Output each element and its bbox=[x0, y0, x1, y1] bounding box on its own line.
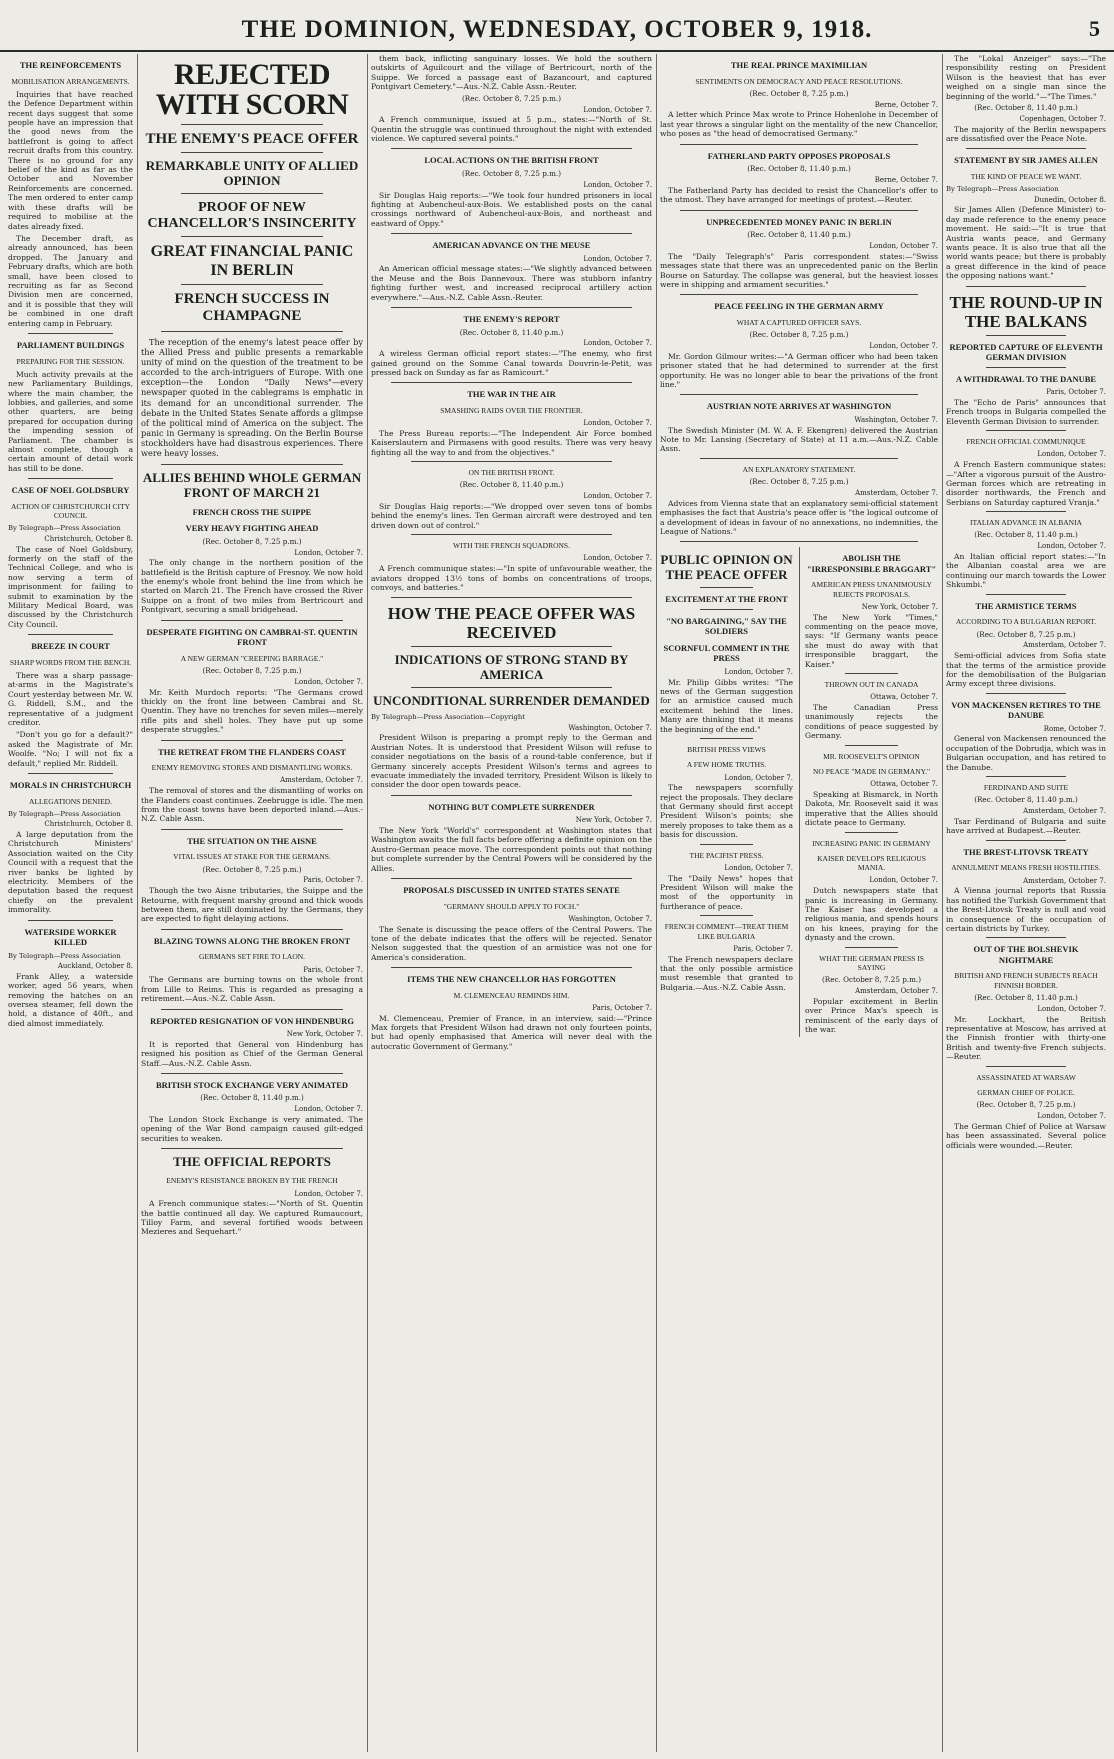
column-4 bbox=[660, 54, 938, 1752]
received-date: (Rec. October 8, 11.40 p.m.) bbox=[974, 992, 1078, 1002]
received-date: (Rec. October 8, 7.25 p.m.) bbox=[976, 629, 1076, 639]
article-paragraph: The December draft, as already announced, has been dropped. The January and February drafts, which are both small, have been closed to recruiting as far as Second Division men are concerned, and it is possible that they will be combined in one draft entering camp in February. bbox=[8, 233, 133, 328]
subhead-mobilisation: MOBILISATION ARRANGEMENTS. bbox=[11, 76, 130, 86]
dateline: London, October 7. bbox=[1037, 1004, 1106, 1013]
subcolumn-left bbox=[660, 547, 793, 1037]
received-date: (Rec. October 8, 7.25 p.m.) bbox=[976, 1100, 1076, 1110]
column-5 bbox=[946, 54, 1106, 1752]
headline-canada: THROWN OUT IN CANADA bbox=[824, 680, 919, 690]
headline-armistice-terms: THE ARMISTICE TERMS bbox=[975, 600, 1077, 611]
headline-brest-litovsk: THE BREST-LITOVSK TREATY bbox=[963, 846, 1089, 857]
article-paragraph: It is reported that General von Hindenburg has resigned his position as Chief of the German General Staff.—Aus.-N.Z. Cable Assn. bbox=[141, 1039, 363, 1068]
article-paragraph: The only change in the northern position of the battlefield is the British capture of Fresnoy. We now hold the enemy's whole front behind the line from which he started on March 21. The French have crossed the River Suippe on a front of two miles from Bertricourt and Pontgivart, securing a small bridgehead. bbox=[141, 558, 363, 615]
dateline: London, October 7. bbox=[1037, 1112, 1106, 1121]
subhead-french-squadrons: WITH THE FRENCH SQUADRONS. bbox=[453, 541, 570, 551]
headline-ferdinand: FERDINAND AND SUITE bbox=[983, 783, 1069, 793]
dateline: Christchurch, October 8. bbox=[44, 820, 133, 829]
article-paragraph: Mr. Gordon Gilmour writes:—"A German officer who had been taken prisoner stated that he had determined to surrender at the first opportunity. He was no longer able to bear the privations of the front line." bbox=[660, 351, 938, 389]
dateline: New York, October 7. bbox=[575, 816, 652, 825]
article-paragraph: The "Echo de Paris" announces that French troops in Bulgaria compelled the Eleventh German Division to surrender. bbox=[946, 397, 1106, 426]
dateline: London, October 7. bbox=[869, 242, 938, 251]
article-rule bbox=[391, 148, 632, 149]
received-date: (Rec. October 8, 7.25 p.m.) bbox=[462, 168, 561, 178]
article-paragraph: The majority of the Berlin newspapers are dissatisfied over the Peace Note. bbox=[946, 124, 1106, 144]
article-rule bbox=[966, 286, 1086, 287]
dateline: Amsterdam, October 7. bbox=[1023, 641, 1106, 650]
article-paragraph: The Press Bureau reports:—"The Independent Air Force bombed Kaiserslautern and Pirmasens with good results. There was very heavy fighting all the way to and from the objectives." bbox=[371, 428, 652, 457]
received-date: (Rec. October 8, 7.25 p.m.) bbox=[202, 536, 302, 546]
dateline: Berne, October 7. bbox=[874, 100, 938, 109]
article-rule bbox=[700, 844, 753, 845]
dateline: London, October 7. bbox=[583, 254, 652, 263]
article-paragraph: The London Stock Exchange is very animated. The opening of the War Bond campaign caused gilt-edged securities to weaken. bbox=[141, 1115, 363, 1143]
article-rule bbox=[986, 693, 1066, 694]
article-rule bbox=[391, 795, 632, 796]
received-date: (Rec. October 8, 7.25 p.m.) bbox=[749, 477, 849, 487]
article-paragraph: The New York "World's" correspondent at Washington states that Washington awaits the full facts before offering a definite opinion on the Austro-German peace move. The correspondent points out that nothing but complete surrender by the Central Powers will be considered by the Allies. bbox=[371, 825, 652, 873]
headline-rule bbox=[700, 587, 753, 588]
subhead-captured-officer: WHAT A CAPTURED OFFICER SAYS. bbox=[736, 317, 862, 327]
article-rule bbox=[986, 1066, 1066, 1067]
article-paragraph: The German Chief of Police at Warsaw has been assassinated. Several police officials were wounded.—Reuter. bbox=[946, 1121, 1106, 1150]
subhead-suippe: FRENCH CROSS THE SUIPPE bbox=[192, 506, 312, 517]
article-paragraph: Mr. Philip Gibbs writes: "The news of the German suggestion for an armistice caused much excitement behind the lines. Many are thinking that it means the beginning of the end." bbox=[660, 677, 793, 734]
article-paragraph: A letter which Prince Max wrote to Prince Hohenlohe in December of last year throws a singular light on the mentality of the new Chancellor, who poses as "the head of democratised Germany." bbox=[660, 110, 938, 139]
dateline: London, October 7. bbox=[869, 876, 938, 885]
subhead-democracy: SENTIMENTS ON DEMOCRACY AND PEACE RESOLUTIONS. bbox=[695, 76, 903, 86]
received-date: (Rec. October 8, 7.25 p.m.) bbox=[462, 93, 561, 103]
article-rule bbox=[986, 840, 1066, 841]
article-rule bbox=[986, 776, 1066, 777]
headline-peace-feeling: PEACE FEELING IN THE GERMAN ARMY bbox=[714, 301, 884, 312]
article-paragraph: "Don't you go for a default?" asked the Magistrate of Mr. Woolfe. "No; I will not fix a default," replied Mr. Riddell. bbox=[8, 730, 133, 768]
headline-french-official: FRENCH OFFICIAL COMMUNIQUE bbox=[966, 437, 1086, 447]
subhead-kind-of-peace: THE KIND OF PEACE WE WANT. bbox=[970, 171, 1082, 181]
dateline: Amsterdam, October 7. bbox=[1023, 876, 1106, 885]
article-rule bbox=[986, 937, 1066, 938]
received-date: (Rec. October 8, 7.25 p.m.) bbox=[822, 975, 921, 985]
dateline: Washington, October 7. bbox=[854, 415, 938, 424]
subhead-american-press: AMERICAN PRESS UNANIMOUSLY REJECTS PROPOSALS. bbox=[811, 580, 932, 599]
article-rule bbox=[845, 745, 898, 746]
article-rule bbox=[680, 210, 918, 211]
headline-money-panic: UNPRECEDENTED MONEY PANIC IN BERLIN bbox=[706, 216, 892, 227]
headline-increasing-panic: INCREASING PANIC IN GERMANY bbox=[812, 838, 931, 848]
dateline: Paris, October 7. bbox=[592, 1003, 652, 1012]
headline-peace-offer: THE ENEMY'S PEACE OFFER bbox=[145, 131, 359, 147]
article-paragraph: The Senate is discussing the peace offers of the Central Powers. The tone of the debate indicates that the offers will be rejected. Senator Nelson suggested that the question of an armistice was not one for America's consideration. bbox=[371, 924, 652, 962]
dateline: Amsterdam, October 7. bbox=[855, 489, 938, 498]
headline-retreat: THE RETREAT FROM THE FLANDERS COAST bbox=[158, 746, 346, 757]
headline-parliament: PARLIAMENT BUILDINGS bbox=[16, 339, 125, 350]
subhead-stores: ENEMY REMOVING STORES AND DISMANTLING WORKS. bbox=[151, 763, 353, 773]
article-rule bbox=[680, 394, 918, 395]
subhead-bench: SHARP WORDS FROM THE BENCH. bbox=[9, 657, 132, 667]
dateline: Paris, October 7. bbox=[1046, 388, 1106, 397]
dateline: London, October 7. bbox=[294, 677, 363, 686]
column-3 bbox=[371, 54, 652, 1752]
article-rule bbox=[391, 878, 632, 879]
column-rule bbox=[656, 54, 657, 1752]
dateline: New York, October 7. bbox=[286, 1030, 363, 1039]
subcolumn-right bbox=[799, 547, 938, 1037]
main-headline: REJECTED WITH SCORN bbox=[155, 58, 349, 121]
headline-unity: REMARKABLE UNITY OF ALLIED OPINION bbox=[145, 158, 359, 189]
dateline: Dunedin, October 8. bbox=[1033, 195, 1106, 204]
column-2 bbox=[141, 54, 363, 1752]
headline-insincerity: PROOF OF NEW CHANCELLOR'S INSINCERITY bbox=[147, 200, 357, 232]
subhead-chief-of-police: GERMAN CHIEF OF POLICE. bbox=[977, 1087, 1075, 1097]
subhead-resistance: ENEMY'S RESISTANCE BROKEN BY THE FRENCH bbox=[166, 1176, 338, 1186]
article-rule bbox=[411, 461, 612, 462]
headline-forgotten: ITEMS THE NEW CHANCELLOR HAS FORGOTTEN bbox=[407, 974, 616, 985]
headline-how-peace-received: HOW THE PEACE OFFER WAS RECEIVED bbox=[387, 604, 636, 643]
article-paragraph: A French Eastern communique states:—"After a vigorous pursuit of the Austro-German forces which are retreating in disorder northwards, the French and Serbians on Saturday captured Vranja." bbox=[946, 460, 1106, 507]
article-paragraph: The case of Noel Goldsbury, formerly on the staff of the Technical College, and who is now serving a term of imprisonment for failing to submit to examination by the Military Medical Board, was discussed by the Christchurch City Council. bbox=[8, 544, 133, 629]
article-paragraph: An American official message states:—"We slightly advanced between the Meuse and the Bois Dannevoux. There was stubborn infantry fighting further west, and increased reciprocal artillery action everywhere."—Aus.-N.Z. Cable Assn.-Reuter. bbox=[371, 264, 652, 302]
headline-enemy-report: THE ENEMY'S REPORT bbox=[463, 314, 560, 325]
dateline: London, October 7. bbox=[583, 419, 652, 428]
headline-rule bbox=[986, 335, 1066, 336]
headline-rule bbox=[181, 124, 323, 125]
headline-allies: ALLIES BEHIND WHOLE GERMAN FRONT OF MARCH 21 bbox=[142, 469, 362, 500]
headline-waterside: WATERSIDE WORKER KILLED bbox=[24, 926, 117, 948]
article-rule bbox=[700, 458, 898, 459]
article-rule bbox=[28, 634, 113, 635]
headline-round-up-balkans: THE ROUND-UP IN THE BALKANS bbox=[949, 292, 1103, 331]
subhead-religious-mania: KAISER DEVELOPS RELIGIOUS MANIA. bbox=[817, 853, 926, 873]
article-rule bbox=[700, 915, 753, 916]
dateline: Paris, October 7. bbox=[303, 965, 363, 974]
byline: By Telegraph—Press Association—Copyright bbox=[371, 713, 525, 722]
subhead-british-front: ON THE BRITISH FRONT. bbox=[468, 468, 555, 478]
article-rule bbox=[986, 511, 1066, 512]
headline-roosevelt: MR. ROOSEVELT'S OPINION bbox=[823, 751, 920, 761]
dateline: London, October 7. bbox=[583, 339, 652, 348]
column-rule bbox=[137, 54, 138, 1752]
headline-hindenburg: REPORTED RESIGNATION OF VON HINDENBURG bbox=[150, 1015, 354, 1026]
article-paragraph: Though the two Aisne tributaries, the Suippe and the Retourne, with frequent marshy ground and thick woods between them, are still dominated by the Germans, they are expected to fight delaying actions. bbox=[141, 886, 363, 924]
subhead-barrage: A NEW GERMAN "CREEPING BARRAGE." bbox=[180, 653, 324, 663]
article-paragraph: them back, inflicting sanguinary losses. We hold the southern outskirts of Aguilcourt and the village of Bertricourt, north of the Suippe. We forced a passage east of Bazancourt, and captured Pontgivart Cemetery."—Aus.-N.Z. Cable Assn.-Reuter. bbox=[371, 54, 652, 92]
article-rule bbox=[845, 947, 898, 948]
dateline: Washington, October 7. bbox=[568, 914, 652, 923]
received-date: (Rec. October 8, 7.25 p.m.) bbox=[202, 665, 302, 675]
subhead-scornful: SCORNFUL COMMENT IN THE PRESS bbox=[663, 642, 790, 664]
headline-james-allen: STATEMENT BY SIR JAMES ALLEN bbox=[954, 155, 1098, 166]
dateline: Berne, October 7. bbox=[874, 176, 938, 185]
subhead-explanatory: AN EXPLANATORY STATEMENT. bbox=[742, 464, 856, 474]
article-rule bbox=[986, 594, 1066, 595]
article-paragraph: The Canadian Press unanimously rejects the conditions of peace suggested by Germany. bbox=[805, 703, 938, 741]
dateline: London, October 7. bbox=[583, 554, 652, 563]
headline-morals: MORALS IN CHRISTCHURCH bbox=[9, 780, 132, 791]
headline-fatherland: FATHERLAND PARTY OPPOSES PROPOSALS bbox=[707, 150, 891, 161]
article-paragraph: Mr. Lockhart, the British representative at Moscow, has arrived at the Finnish frontier with thirty-one British and twenty-five French subjects.—Reuter. bbox=[946, 1014, 1106, 1062]
received-date: (Rec. October 8, 7.25 p.m.) bbox=[749, 330, 849, 340]
masthead-title: THE DOMINION, WEDNESDAY, OCTOBER 9, 1918. bbox=[241, 16, 873, 43]
article-paragraph: The removal of stores and the dismantling of works on the Flanders coast continues. Zeebrugge is idle. The men from the coast towns have been deported inland.—Aus.-N.Z. Cable Assn. bbox=[141, 786, 363, 824]
article-rule bbox=[161, 620, 343, 621]
received-date: (Rec. October 8, 11.40 p.m.) bbox=[459, 480, 564, 490]
column-1 bbox=[8, 54, 133, 1752]
headline-rule bbox=[181, 193, 323, 194]
headline-mackensen: VON MACKENSEN RETIRES TO THE DANUBE bbox=[951, 699, 1101, 721]
headline-breeze: BREEZE IN COURT bbox=[31, 641, 110, 652]
article-paragraph: Sir Douglas Haig reports:—"We took four hundred prisoners in local fighting at Aubencheul-aux-Bois. We established posts on the canal crossings northward of Aubencheul-aux-Bois, and northeast and eastward of Oppy." bbox=[371, 190, 652, 228]
headline-rule bbox=[181, 284, 323, 285]
article-rule bbox=[28, 920, 113, 921]
subhead-withdrawal: A WITHDRAWAL TO THE DANUBE bbox=[955, 373, 1097, 384]
headline-german-press: WHAT THE GERMAN PRESS IS SAYING bbox=[819, 953, 924, 972]
article-paragraph: A French communique, issued at 5 p.m., states:—"North of St. Quentin the struggle was continued throughout the night with extended violence. We captured several points." bbox=[371, 115, 652, 144]
article-rule bbox=[161, 929, 343, 930]
subhead-finnish-border: BRITISH AND FRENCH SUBJECTS REACH FINNISH BORDER. bbox=[954, 971, 1098, 990]
article-rule bbox=[28, 478, 113, 479]
headline-austrian-note: AUSTRIAN NOTE ARRIVES AT WASHINGTON bbox=[706, 401, 892, 412]
article-paragraph: Semi-official advices from Sofia state that the terms of the armistice provide for the demobilisation of the Bulgarian Army except three divisions. bbox=[946, 651, 1106, 689]
article-rule bbox=[986, 430, 1066, 431]
byline: By Telegraph—Press Association bbox=[8, 524, 121, 533]
dateline: London, October 7. bbox=[869, 342, 938, 351]
article-rule bbox=[680, 144, 918, 145]
dateline: Amsterdam, October 7. bbox=[1023, 807, 1106, 816]
dateline: Washington, October 7. bbox=[568, 723, 652, 732]
article-paragraph: Mr. Keith Murdoch reports: "The Germans crowd thickly on the front line between Cambrai and St. Quentin. They have no trenches for seven miles—merely rifle pits and shell holes. They have put up some desperate struggles." bbox=[141, 687, 363, 735]
dateline: New York, October 7. bbox=[861, 602, 938, 611]
article-paragraph: Dutch newspapers state that panic is increasing in Germany. The Kaiser has developed a religious mania, and spends hours on his knees, praying for the dynasty and the crown. bbox=[805, 886, 938, 943]
received-date: (Rec. October 8, 11.40 p.m.) bbox=[974, 795, 1078, 805]
dateline: Auckland, October 8. bbox=[57, 962, 133, 971]
subhead-vital-issues: VITAL ISSUES AT STAKE FOR THE GERMANS. bbox=[173, 852, 331, 862]
headline-abolish: ABOLISH THE "IRRESPONSIBLE BRAGGART" bbox=[806, 553, 937, 574]
headline-warsaw: ASSASSINATED AT WARSAW bbox=[976, 1072, 1076, 1082]
article-paragraph: The French newspapers declare that the only possible armistice must resemble that granted to Bulgaria.—Aus.-N.Z. Cable Assn. bbox=[660, 954, 793, 992]
subhead-city-council: ACTION OF CHRISTCHURCH CITY COUNCIL bbox=[11, 501, 130, 521]
article-paragraph: General von Mackensen renounced the occupation of the Dobrudja, which was in Bulgarian occupation, and has retired to the Danube. bbox=[946, 734, 1106, 772]
subhead-unconditional: UNCONDITIONAL SURRENDER DEMANDED bbox=[373, 693, 650, 709]
headline-complete-surrender: NOTHING BUT COMPLETE SURRENDER bbox=[428, 801, 595, 812]
dateline: Rome, October 7. bbox=[1043, 724, 1106, 733]
article-rule bbox=[391, 307, 632, 308]
article-paragraph: Much activity prevails at the new Parliamentary Buildings, where the main chamber, the lobbies, and galleries, and some other quarters, are being prepared for occupation during the impending session of Parliament. The chamber is almost complete, though a certain amount of detail work has still to be done. bbox=[8, 369, 133, 473]
headline-rule bbox=[181, 236, 323, 237]
article-rule bbox=[161, 829, 343, 830]
byline: By Telegraph—Press Association bbox=[946, 185, 1059, 194]
article-rule bbox=[28, 773, 113, 774]
article-rule bbox=[161, 1073, 343, 1074]
subhead-raids: SMASHING RAIDS OVER THE FRONTIER. bbox=[440, 405, 583, 415]
article-paragraph: M. Clemenceau, Premier of France, in an interview, said:—"Prince Max forgets that President Wilson had drawn not only fourteen points, but had openly emphasised that America will never deal with the autocratic Government of Germany." bbox=[371, 1013, 652, 1051]
headline-desperate: DESPERATE FIGHTING ON CAMBRAI-ST. QUENTIN FRONT bbox=[146, 626, 358, 648]
subhead-foch: "GERMANY SHOULD APPLY TO FOCH." bbox=[443, 901, 580, 911]
article-rule bbox=[391, 382, 632, 383]
headline-war-in-air: THE WAR IN THE AIR bbox=[467, 389, 556, 400]
subhead-excitement: EXCITEMENT AT THE FRONT bbox=[665, 594, 788, 605]
headline-reinforcements: THE REINFORCEMENTS bbox=[19, 60, 122, 70]
headline-aisne: THE SITUATION ON THE AISNE bbox=[187, 835, 317, 846]
article-paragraph: The Germans are burning towns on the whole front from Lille to Reims. This is regarded as presaging a retirement.—Aus.-N.Z. Cable Assn. bbox=[141, 975, 363, 1004]
headline-pacifist: THE PACIFIST PRESS. bbox=[689, 850, 764, 860]
article-paragraph: Frank Alley, a waterside worker, aged 56 years, when removing the hatches on an oversea steamer, fell down the hold, a distance of 40ft., and died almost immediately. bbox=[8, 971, 133, 1028]
subhead-made-in-germany: NO PEACE "MADE IN GERMANY." bbox=[812, 766, 931, 776]
headline-maximilian: THE REAL PRINCE MAXIMILIAN bbox=[730, 60, 868, 70]
subhead-home-truths: A FEW HOME TRUTHS. bbox=[686, 760, 767, 770]
article-paragraph: A French communique states:—"In spite of unfavourable weather, the aviators dropped 13½ tons of bombs on concentrations of troops, convoys, and batteries." bbox=[371, 564, 652, 592]
headline-american-meuse: AMERICAN ADVANCE ON THE MEUSE bbox=[432, 240, 591, 251]
dateline: London, October 7. bbox=[583, 492, 652, 501]
dateline: Paris, October 7. bbox=[303, 876, 363, 885]
headline-senate: PROPOSALS DISCUSSED IN UNITED STATES SENATE bbox=[403, 885, 620, 896]
article-rule bbox=[28, 333, 113, 334]
article-paragraph: The New York "Times," commenting on the peace move, says: "If Germany wants peace she must do away with that irresponsible braggart, the Kaiser." bbox=[805, 612, 938, 669]
article-paragraph: Advices from Vienna state that an explanatory semi-official statement emphasises the fact that Austria's peace offer is "the logical outcome of a development of ideas in favour of no annexations, no indemnities, the League of Nations." bbox=[660, 498, 938, 536]
headline-british-press: BRITISH PRESS VIEWS bbox=[687, 744, 766, 754]
article-paragraph: A large deputation from the Christchurch Ministers' Association waited on the City Council with a request that the river banks be lighted by electricity. Members of the deputation based the request chiefly on the prevalent immorality. bbox=[8, 829, 133, 915]
headline-stock-exchange: BRITISH STOCK EXCHANGE VERY ANIMATED bbox=[155, 1079, 349, 1090]
article-rule bbox=[161, 464, 343, 465]
received-date: (Rec. October 8, 11.40 p.m.) bbox=[200, 1093, 304, 1103]
article-rule bbox=[391, 233, 632, 234]
received-date: (Rec. October 8, 11.40 p.m.) bbox=[974, 530, 1078, 540]
article-paragraph: The Fatherland Party has decided to resist the Chancellor's offer to the utmost. They have arranged for meetings of protest.—Reuter. bbox=[660, 185, 938, 205]
article-rule bbox=[680, 294, 918, 295]
subhead-bulgarian-report: ACCORDING TO A BULGARIAN REPORT. bbox=[955, 617, 1097, 627]
two-column-section bbox=[660, 547, 938, 1037]
article-paragraph: A wireless German official report states:—"The enemy, who first gained ground on the Somme Canal towards Douvrin-le-Petit, was pressed back on Sunday as far as Ramicourt." bbox=[371, 349, 652, 377]
headline-french-comment: FRENCH COMMENT—TREAT THEM LIKE BULGARIA bbox=[664, 922, 789, 941]
headline-rule bbox=[986, 367, 1066, 368]
headline-bolshevik: OUT OF THE BOLSHEVIK NIGHTMARE bbox=[973, 944, 1079, 965]
dateline: London, October 7. bbox=[294, 1105, 363, 1114]
subhead-annulment: ANNULMENT MEANS FRESH HOSTILITIES. bbox=[951, 863, 1101, 873]
byline: By Telegraph—Press Association bbox=[8, 951, 121, 960]
dateline: London, October 7. bbox=[724, 863, 793, 872]
dateline: London, October 7. bbox=[724, 773, 793, 782]
article-rule bbox=[161, 740, 343, 741]
article-rule bbox=[161, 1009, 343, 1010]
headline-rule bbox=[700, 609, 753, 610]
subhead-strong-stand: INDICATIONS OF STRONG STAND BY AMERICA bbox=[394, 652, 629, 683]
dateline: London, October 7. bbox=[1037, 450, 1106, 459]
headline-official-reports: THE OFFICIAL REPORTS bbox=[173, 1154, 331, 1170]
article-paragraph: The "Daily Telegraph's" Paris correspondent states:—"Swiss messages state that there was an unprecedented panic on the Berlin Bourse on Saturday. The collapse was general, but the heaviest losses were in shipping and armament securities." bbox=[660, 251, 938, 289]
article-paragraph: An Italian official report states:—"In the Albanian coastal area we are continuing our march towards the Lower Shkumbi." bbox=[946, 552, 1106, 590]
article-rule bbox=[700, 738, 753, 739]
received-date: (Rec. October 8, 7.25 p.m.) bbox=[749, 88, 849, 98]
subhead-eleventh-division: REPORTED CAPTURE OF ELEVENTH GERMAN DIVISION bbox=[949, 341, 1103, 363]
column-rule bbox=[942, 54, 943, 1752]
article-paragraph: The Swedish Minister (M. W. A. F. Ekengren) delivered the Austrian Note to Mr. Lansing (Secretary of State) at 11 a.m.—Aus.-N.Z. Cable Assn. bbox=[660, 425, 938, 454]
article-paragraph: The "Daily News" hopes that President Wilson will make the most of the opportunity in furtherance of peace. bbox=[660, 873, 793, 911]
received-date: (Rec. October 8, 11.40 p.m.) bbox=[974, 103, 1078, 113]
headline-blazing: BLAZING TOWNS ALONG THE BROKEN FRONT bbox=[153, 935, 351, 946]
article-rule bbox=[966, 148, 1086, 149]
headline-rule bbox=[411, 646, 612, 647]
article-paragraph: The "Lokal Anzeiger" says:—"The responsibility resting on President Wilson is the heaviest that has ever weighed on a single man since the beginning of the world."—"The Times." bbox=[946, 54, 1106, 101]
dateline: Amsterdam, October 7. bbox=[280, 776, 363, 785]
headline-rule bbox=[411, 687, 612, 688]
headline-goldsbury: CASE OF NOEL GOLDSBURY bbox=[11, 485, 130, 496]
article-rule bbox=[680, 541, 918, 542]
article-rule bbox=[411, 534, 612, 535]
subhead-session: PREPARING FOR THE SESSION. bbox=[16, 356, 125, 366]
dateline: London, October 7. bbox=[583, 105, 652, 114]
headline-local-actions: LOCAL ACTIONS ON THE BRITISH FRONT bbox=[424, 155, 599, 166]
article-paragraph: Popular excitement in Berlin over Prince Max's speech is reminiscent of the early days of the war. bbox=[805, 996, 938, 1034]
article-paragraph: Sir Douglas Haig reports:—"We dropped over seven tons of bombs behind the enemy's lines. Ten German aircraft were destroyed and ten driven down out of control." bbox=[371, 501, 652, 530]
received-date: (Rec. October 8, 7.25 p.m.) bbox=[202, 864, 302, 874]
dateline: Amsterdam, October 7. bbox=[855, 987, 938, 996]
headline-champagne: FRENCH SUCCESS IN CHAMPAGNE bbox=[174, 291, 330, 325]
subhead-no-bargaining: "NO BARGAINING," SAY THE SOLDIERS bbox=[666, 615, 787, 637]
lead-paragraph: The reception of the enemy's latest peace offer by the Allied Press and public presents a remarkable unity of mind on the question of the treatment to be accorded to the arch-intriguers of Europe. With one exception—the London "Daily News"—every newspaper quoted in the cablegrams is emphatic in its demand for an unconditional surrender. The debate in the United States Senate affords a glimpse of the political mind of America on the subject. The panic in Germany is spreading. On the Berlin Bourse stockholders have had disastrous experiences. There were heavy losses. bbox=[141, 336, 363, 459]
dateline: Copenhagen, October 7. bbox=[1019, 114, 1106, 123]
article-paragraph: President Wilson is preparing a prompt reply to the German and Austrian Notes. It is understood that President Wilson will refuse to consider negotiations on the basis of a round-table conference, but if Germany sincerely accepts President Wilson's terms and agrees to evacuate immediately the invaded territory, President Wilson is likely to consider the door open towards peace. bbox=[371, 733, 652, 790]
subhead-laon: GERMANS SET FIRE TO LAON. bbox=[198, 952, 306, 962]
article-rule bbox=[391, 597, 632, 598]
article-paragraph: Tsar Ferdinand of Bulgaria and suite have arrived at Budapest.—Reuter. bbox=[946, 816, 1106, 836]
received-date: (Rec. October 8, 11.40 p.m.) bbox=[747, 164, 851, 174]
article-paragraph: Speaking at Bismarck, in North Dakota, Mr. Roosevelt said it was imperative that the Allies should dictate peace to Germany. bbox=[805, 789, 938, 828]
dateline: London, October 7. bbox=[724, 667, 793, 676]
subhead-heavy-fighting: VERY HEAVY FIGHTING AHEAD bbox=[185, 523, 319, 534]
dateline: Paris, October 7. bbox=[733, 944, 793, 953]
headline-public-opinion: PUBLIC OPINION ON THE PEACE OFFER bbox=[660, 552, 793, 583]
dateline: Ottawa, October 7. bbox=[870, 693, 938, 702]
article-paragraph: Inquiries that have reached the Defence Department within recent days suggest that some people have an impression that the good news from the battlefront is going to affect recruit drafts from this country. There is no ground for any belief of the kind as far as the October and November Reinforcements are concerned. The men ordered to enter camp with these drafts will be required to mobilise at the dates already fixed. bbox=[8, 89, 133, 231]
dateline: London, October 7. bbox=[1037, 542, 1106, 551]
column-rule bbox=[367, 54, 368, 1752]
dateline: London, October 7. bbox=[294, 1189, 363, 1198]
page-number: 5 bbox=[1089, 16, 1100, 41]
masthead bbox=[0, 0, 1114, 52]
subhead-allegations: ALLEGATIONS DENIED. bbox=[29, 796, 112, 806]
dateline: Christchurch, October 8. bbox=[44, 534, 133, 543]
dateline: London, October 7. bbox=[294, 548, 363, 557]
article-paragraph: Sir James Allen (Defence Minister) to-day made reference to the enemy peace movement. He said:—"It is true that Austria wants peace, and Germany wants peace. It is also true that all the world wants peace; but there is probably a great difference in the kind of peace the opposing nations want." bbox=[946, 205, 1106, 281]
dateline: London, October 7. bbox=[583, 180, 652, 189]
article-rule bbox=[391, 967, 632, 968]
article-paragraph: A Vienna journal reports that Russia has notified the Turkish Government that the Brest-Litovsk Treaty is null and void in consequence of the occupation of certain districts by Turkey. bbox=[946, 886, 1106, 933]
article-paragraph: A French communique states:—"North of St. Quentin the battle continued all day. We captured Rumaucourt, Tilloy Farm, and several fortified woods between Mezieres and Sequehart." bbox=[141, 1199, 363, 1237]
headline-italian-albania: ITALIAN ADVANCE IN ALBANIA bbox=[970, 518, 1082, 528]
article-rule bbox=[161, 331, 343, 332]
article-rule bbox=[161, 1148, 343, 1149]
article-rule bbox=[845, 673, 898, 674]
headline-panic: GREAT FINANCIAL PANIC IN BERLIN bbox=[150, 243, 354, 279]
byline: By Telegraph—Press Association bbox=[8, 809, 121, 818]
headline-rule bbox=[181, 152, 323, 153]
received-date: (Rec. October 8, 11.40 p.m.) bbox=[747, 230, 851, 240]
dateline: Ottawa, October 7. bbox=[870, 780, 938, 789]
article-paragraph: There was a sharp passage-at-arms in the Magistrate's Court yesterday between Mr. W. G. Riddell, S.M., and the representative of a judgment creditor. bbox=[8, 670, 133, 728]
article-paragraph: The newspapers scornfully reject the proposals. They declare that Germany should first accept President Wilson's points; she merely proposes to take them as a basis for discussion. bbox=[660, 783, 793, 840]
article-rule bbox=[845, 832, 898, 833]
received-date: (Rec. October 8, 11.40 p.m.) bbox=[459, 327, 564, 337]
subhead-clemenceau: M. CLEMENCEAU REMINDS HIM. bbox=[453, 990, 570, 1000]
